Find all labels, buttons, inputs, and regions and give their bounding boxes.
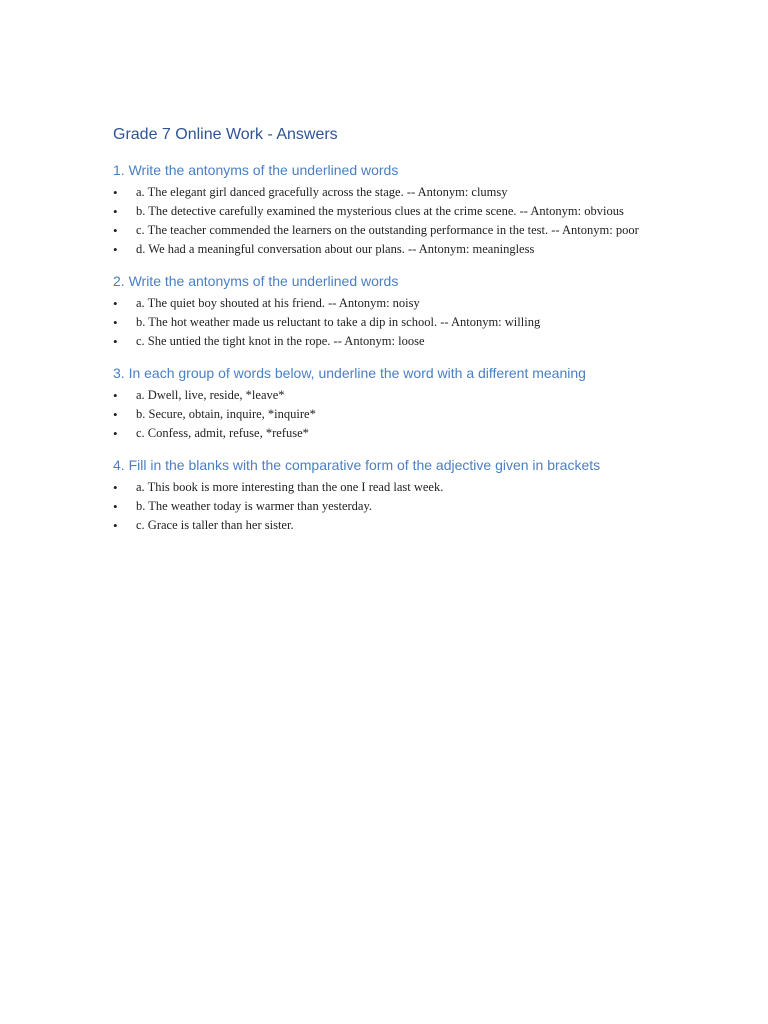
bullet-icon: •: [113, 296, 118, 311]
answer-list: [113, 183, 673, 259]
section-heading: 3. In each group of words below, underline the word with a different meaning: [113, 365, 586, 381]
section-2: [113, 271, 673, 351]
bullet-icon: •: [113, 388, 118, 403]
list-item: [113, 332, 673, 351]
list-item: [113, 386, 673, 405]
answer-text: b. The weather today is warmer than yesterday.: [136, 499, 373, 513]
list-item: [113, 313, 673, 332]
bullet-icon: •: [113, 204, 118, 219]
answer-text: c. Confess, admit, refuse, *refuse*: [136, 426, 309, 440]
bullet-icon: •: [113, 334, 118, 349]
list-item: [113, 202, 673, 221]
bullet-icon: •: [113, 480, 118, 495]
answer-list: [113, 294, 673, 351]
answer-text: b. Secure, obtain, inquire, *inquire*: [136, 407, 316, 421]
answer-list: [113, 386, 673, 443]
document-page: [113, 124, 673, 547]
bullet-icon: •: [113, 185, 118, 200]
answer-text: b. The detective carefully examined the mysterious clues at the crime scene. -- Antonym: obvious: [136, 204, 624, 218]
answer-text: a. The quiet boy shouted at his friend. -- Antonym: noisy: [136, 296, 420, 310]
bullet-icon: •: [113, 499, 118, 514]
answer-text: c. The teacher commended the learners on the outstanding performance in the test. -- Antonym: poor: [136, 223, 639, 237]
list-item: [113, 221, 673, 240]
answer-text: a. The elegant girl danced gracefully across the stage. -- Antonym: clumsy: [136, 185, 508, 199]
section-3: [113, 363, 673, 443]
bullet-icon: •: [113, 518, 118, 533]
section-heading: 2. Write the antonyms of the underlined words: [113, 273, 399, 289]
answer-text: d. We had a meaningful conversation about our plans. -- Antonym: meaningless: [136, 242, 535, 256]
answer-text: c. Grace is taller than her sister.: [136, 518, 294, 532]
section-heading: 1. Write the antonyms of the underlined words: [113, 162, 399, 178]
list-item: [113, 405, 673, 424]
answer-text: b. The hot weather made us reluctant to take a dip in school. -- Antonym: willing: [136, 315, 541, 329]
list-item: [113, 294, 673, 313]
bullet-icon: •: [113, 223, 118, 238]
section-1: [113, 160, 673, 259]
bullet-icon: •: [113, 407, 118, 422]
list-item: [113, 424, 673, 443]
list-item: [113, 497, 673, 516]
bullet-icon: •: [113, 242, 118, 257]
list-item: [113, 516, 673, 535]
answer-text: a. This book is more interesting than the one I read last week.: [136, 480, 444, 494]
answer-list: [113, 478, 673, 535]
list-item: [113, 240, 673, 259]
section-heading: 4. Fill in the blanks with the comparative form of the adjective given in brackets: [113, 457, 601, 473]
section-4: [113, 455, 673, 535]
list-item: [113, 183, 673, 202]
bullet-icon: •: [113, 426, 118, 441]
document-title: Grade 7 Online Work - Answers: [113, 126, 338, 143]
list-item: [113, 478, 673, 497]
answer-text: c. She untied the tight knot in the rope. -- Antonym: loose: [136, 334, 425, 348]
answer-text: a. Dwell, live, reside, *leave*: [136, 388, 285, 402]
bullet-icon: •: [113, 315, 118, 330]
